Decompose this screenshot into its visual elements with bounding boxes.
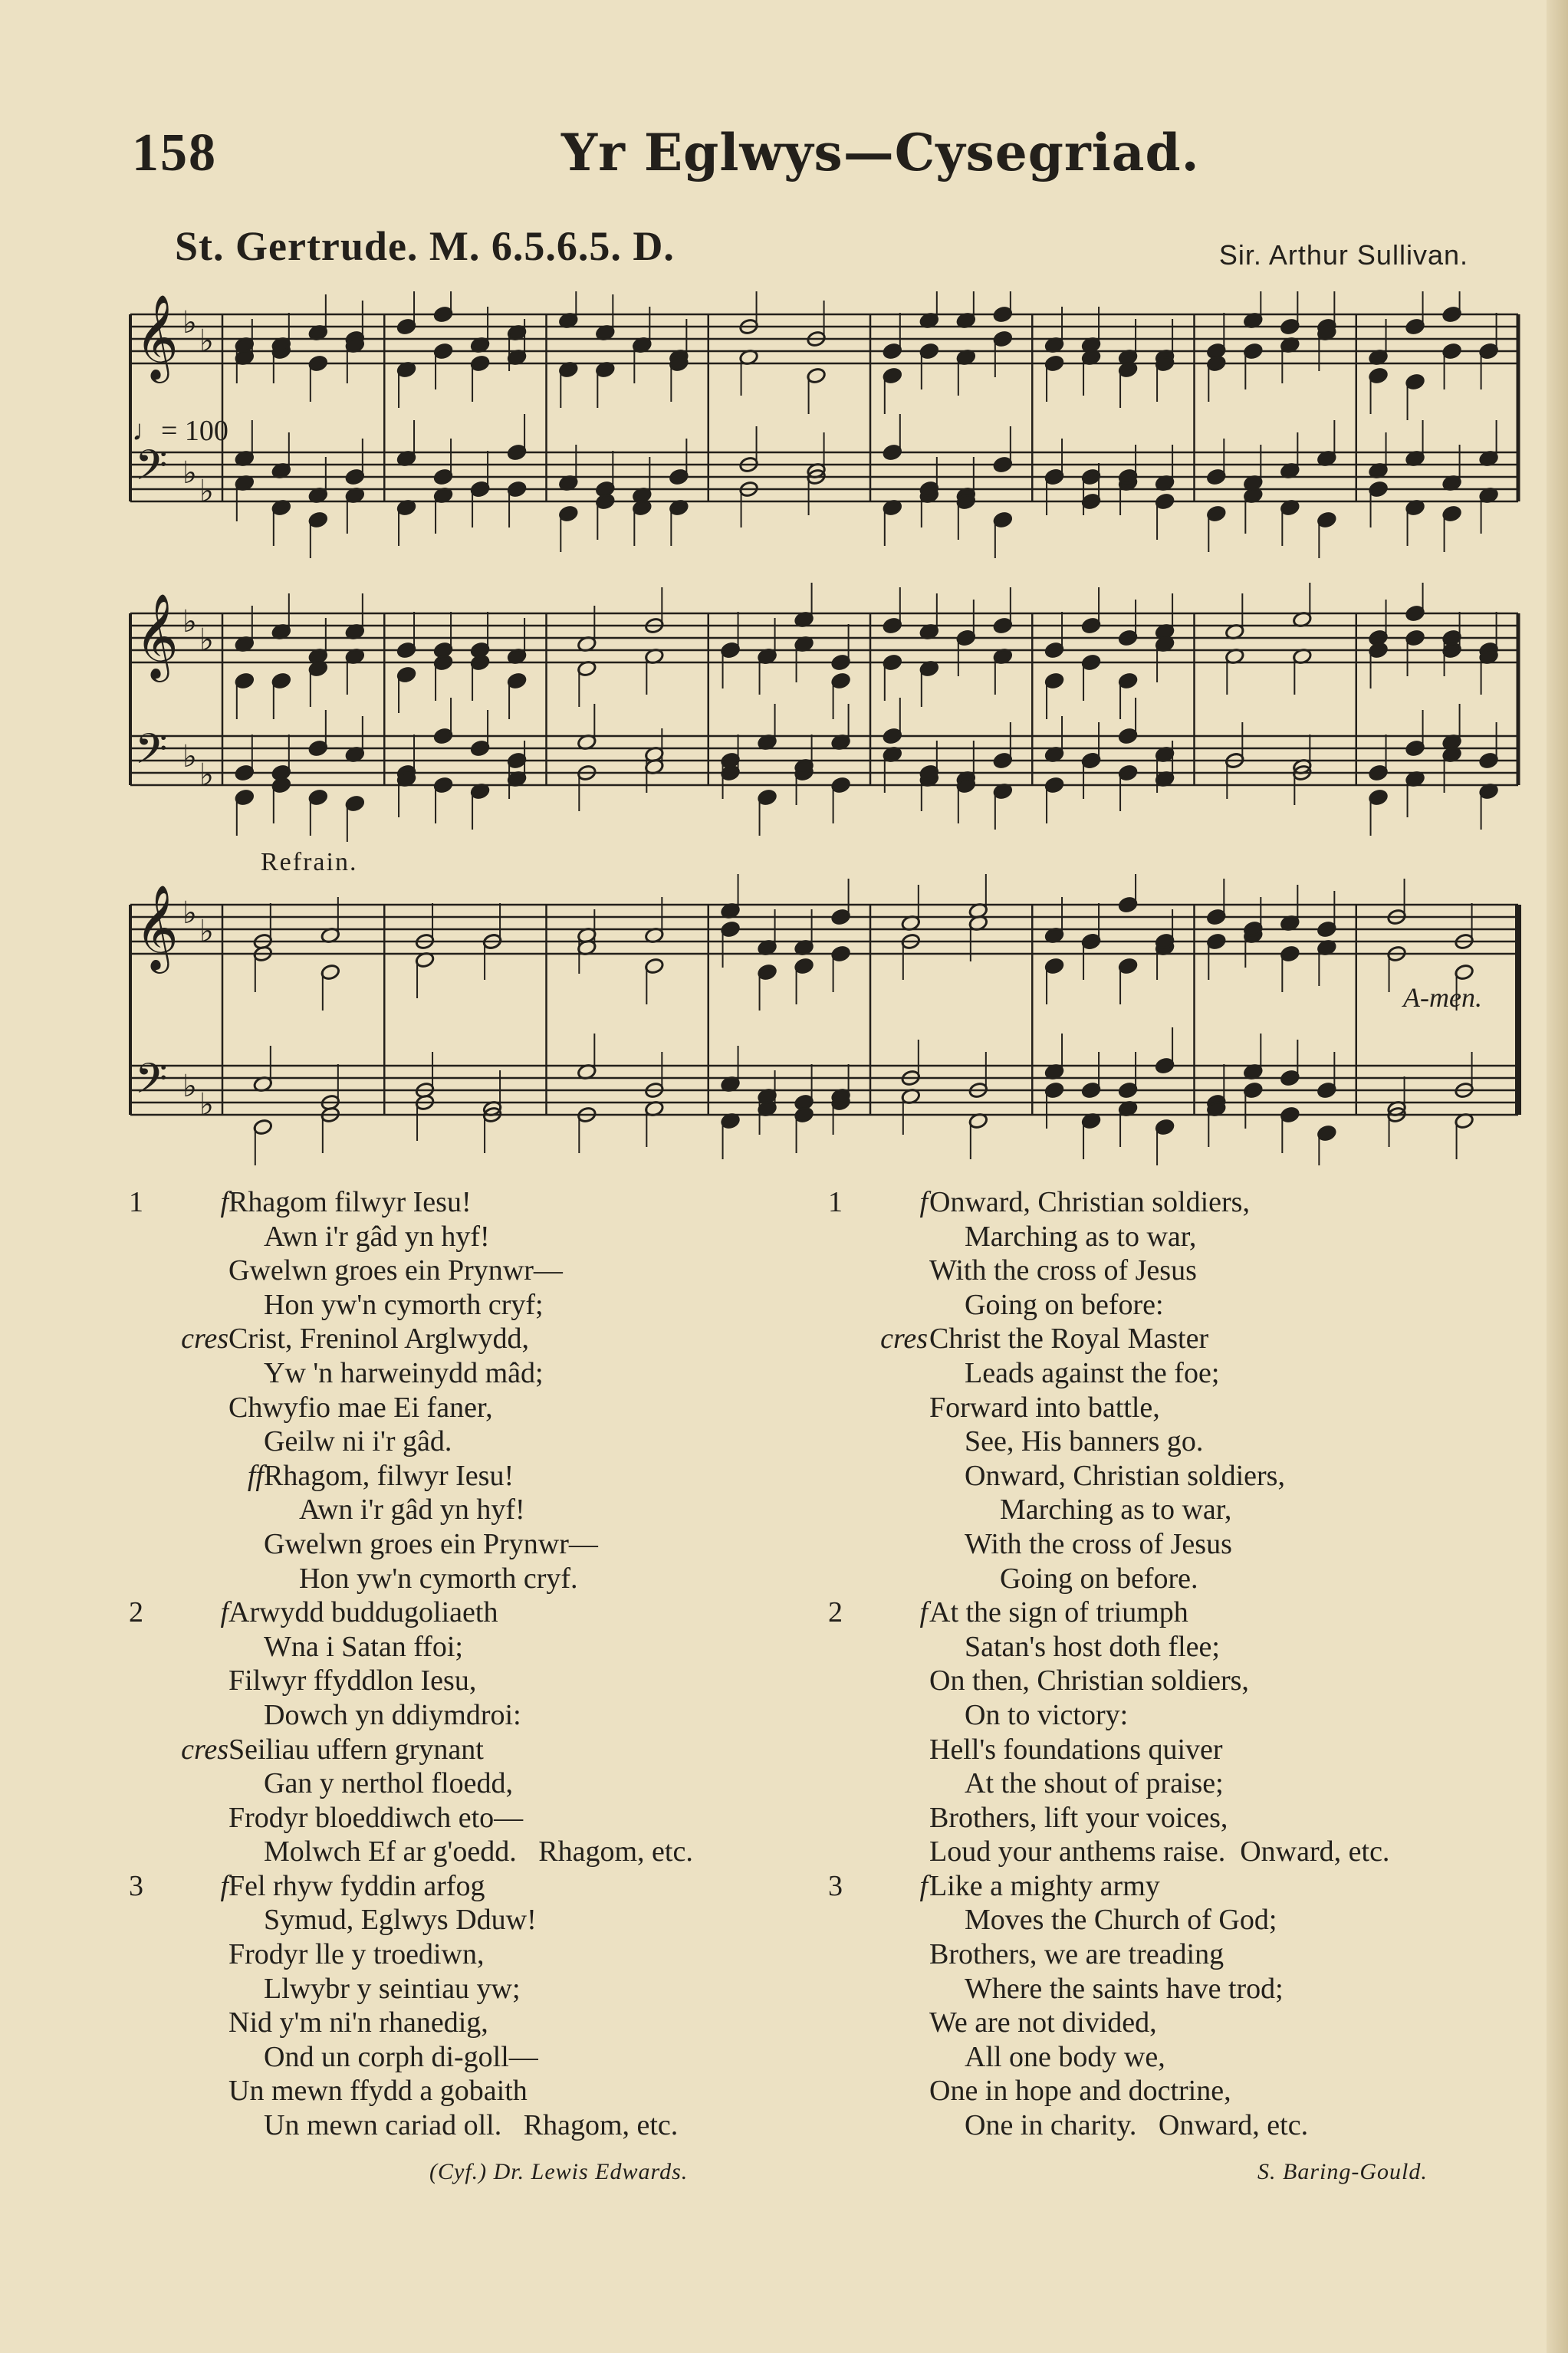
dynamic-marking: cres <box>880 1323 928 1356</box>
verse-text: Going on before. <box>1000 1562 1198 1595</box>
verse-line <box>129 2006 819 2040</box>
verse-line <box>828 1493 1533 1527</box>
verse-number: 1 <box>828 1186 843 1218</box>
verse-text: Arwydd buddugoliaeth <box>228 1596 498 1629</box>
verse-text: Nid y'm ni'n rhanedig, <box>228 2006 488 2039</box>
dynamic-marking: f <box>220 1186 228 1218</box>
flat-icon: ♭ <box>199 474 214 508</box>
verse-line <box>129 1972 819 2006</box>
verse-text: Onward, Christian soldiers, <box>965 1459 1285 1492</box>
verse-text: Brothers, we are treading <box>929 1938 1224 1971</box>
dynamic-marking: f <box>220 1869 228 1902</box>
verse-line <box>129 1425 819 1459</box>
verse-text: Satan's host doth flee; <box>965 1630 1220 1663</box>
verse-text: Onward, Christian soldiers, <box>929 1186 1250 1218</box>
verse-line <box>129 2108 819 2143</box>
verse-line <box>828 2108 1533 2143</box>
dynamic-marking: cres <box>181 1323 228 1356</box>
verse-line <box>129 1322 819 1356</box>
verse-text: Brothers, lift your voices, <box>929 1801 1228 1834</box>
verse-text: Dowch yn ddiymdroi: <box>264 1698 521 1731</box>
verse-text: Molwch Ef ar g'oedd. Rhagom, etc. <box>264 1835 693 1868</box>
music-system-1 <box>115 291 1526 567</box>
verse-line <box>828 1425 1533 1459</box>
verse-line <box>828 1630 1533 1665</box>
verse-text: On then, Christian soldiers, <box>929 1665 1249 1697</box>
running-title: Yr Eglwys—Cysegriad. <box>561 123 1200 182</box>
verse-number: 1 <box>129 1186 143 1218</box>
verse-text: Hon yw'n cymorth cryf; <box>264 1288 544 1321</box>
bass-clef-icon: 𝄢 <box>135 441 168 500</box>
flat-icon: ♭ <box>182 1069 197 1103</box>
verse-line <box>828 2074 1533 2108</box>
verse-line <box>129 1356 819 1391</box>
verse-text: Fel rhyw fyddin arfog <box>228 1869 485 1902</box>
verse-line <box>828 2040 1533 2075</box>
verse-line <box>828 1937 1533 1972</box>
page-number: 158 <box>132 123 217 182</box>
verse-line <box>129 1596 819 1630</box>
verse-line <box>129 1869 819 1904</box>
flat-icon: ♭ <box>199 1087 214 1122</box>
flat-icon: ♭ <box>182 305 197 340</box>
verse-line <box>828 1733 1533 1767</box>
verse-text: Hon yw'n cymorth cryf. <box>299 1562 578 1595</box>
tune-title: St. Gertrude. M. 6.5.6.5. D. <box>175 223 675 269</box>
english-author-credit: S. Baring-Gould. <box>1257 2159 1428 2184</box>
verse-text: Wna i Satan ffoi; <box>264 1630 463 1663</box>
verse-line <box>129 1185 819 1220</box>
verse-text: We are not divided, <box>929 2006 1157 2039</box>
refrain-label: Refrain. <box>261 848 358 876</box>
verse-text: With the cross of Jesus <box>965 1527 1232 1560</box>
verse-line <box>129 1664 819 1698</box>
verse-number: 3 <box>828 1869 843 1902</box>
dynamic-marking: ff <box>247 1459 264 1492</box>
bass-clef-icon: 𝄢 <box>135 725 168 784</box>
verse-text: Gwelwn groes ein Prynwr— <box>264 1527 598 1560</box>
page-header <box>132 123 1527 192</box>
verse-number: 2 <box>129 1596 143 1629</box>
welsh-translator-credit: (Cyf.) Dr. Lewis Edwards. <box>429 2159 689 2184</box>
verse-line <box>129 1630 819 1665</box>
english-verses <box>828 1185 1533 2143</box>
verse-text: Un mewn cariad oll. Rhagom, etc. <box>264 2109 679 2142</box>
dynamic-marking: cres <box>181 1733 228 1766</box>
verse-line <box>828 1972 1533 2006</box>
flat-icon: ♭ <box>199 757 214 792</box>
verse-text: Forward into battle, <box>929 1391 1160 1424</box>
verse-text: Llwybr y seintiau yw; <box>264 1972 521 2005</box>
verse-text: Frodyr bloeddiwch eto— <box>228 1801 524 1834</box>
treble-clef-icon: 𝄞 <box>135 593 179 679</box>
treble-clef-icon: 𝄞 <box>135 884 179 970</box>
verse-line <box>129 1391 819 1425</box>
verse-text: Filwyr ffyddlon Iesu, <box>228 1665 477 1697</box>
verse-line <box>828 1356 1533 1391</box>
verse-line <box>129 1903 819 1937</box>
verse-text: Gwelwn groes ein Prynwr— <box>228 1254 563 1287</box>
verse-line <box>828 1766 1533 1801</box>
verse-text: Chwyfio mae Ei faner, <box>228 1391 493 1424</box>
music-system-2 <box>115 583 1526 843</box>
verse-line <box>828 1869 1533 1904</box>
dynamic-marking: f <box>919 1186 928 1218</box>
verse-line <box>129 1835 819 1869</box>
music-system-3-refrain <box>115 874 1526 1165</box>
verse-line <box>129 1562 819 1596</box>
flat-icon: ♭ <box>199 623 214 657</box>
verse-text: Where the saints have trod; <box>965 1972 1284 2005</box>
verse-line <box>129 1801 819 1835</box>
dynamic-marking: f <box>220 1596 228 1629</box>
verse-text: Rhagom filwyr Iesu! <box>228 1186 472 1218</box>
flat-icon: ♭ <box>182 896 197 930</box>
amen-text: A-men. <box>1403 982 1482 1013</box>
verse-text: Gan y nerthol floedd, <box>264 1767 514 1800</box>
verse-text: Un mewn ffydd a gobaith <box>228 2075 528 2108</box>
verse-line <box>129 1288 819 1323</box>
verse-line <box>828 1664 1533 1698</box>
verse-text: Going on before: <box>965 1288 1164 1321</box>
treble-clef-icon: 𝄞 <box>135 294 179 380</box>
verse-line <box>828 1801 1533 1835</box>
verse-line <box>828 1562 1533 1596</box>
verse-line <box>828 1254 1533 1288</box>
verse-number: 3 <box>129 1869 143 1902</box>
verse-line <box>828 2006 1533 2040</box>
verse-line <box>828 1220 1533 1254</box>
bass-clef-icon: 𝄢 <box>135 1054 168 1113</box>
verse-line <box>129 1698 819 1733</box>
verse-text: Frodyr lle y troediwn, <box>228 1938 485 1971</box>
verse-text: Yw 'n harweinydd mâd; <box>264 1356 544 1389</box>
verse-text: Loud your anthems raise. Onward, etc. <box>929 1835 1390 1868</box>
verse-text: Geilw ni i'r gâd. <box>264 1425 452 1458</box>
verse-text: On to victory: <box>965 1698 1129 1731</box>
verse-text: Moves the Church of God; <box>965 1904 1277 1937</box>
flat-icon: ♭ <box>199 324 214 358</box>
verse-text: Leads against the foe; <box>965 1356 1220 1389</box>
verse-line <box>828 1391 1533 1425</box>
verse-line <box>129 1733 819 1767</box>
dynamic-marking: f <box>919 1596 928 1629</box>
verse-text: With the cross of Jesus <box>929 1254 1197 1287</box>
verse-line <box>828 1288 1533 1323</box>
verse-text: At the sign of triumph <box>929 1596 1188 1629</box>
verse-line <box>828 1596 1533 1630</box>
verse-text: Like a mighty army <box>929 1869 1160 1902</box>
verse-text: One in hope and doctrine, <box>929 2075 1231 2108</box>
verse-line <box>828 1903 1533 1937</box>
verse-number: 2 <box>828 1596 843 1629</box>
verse-text: Crist, Freninol Arglwydd, <box>228 1323 529 1356</box>
flat-icon: ♭ <box>182 455 197 490</box>
verse-text: Hell's foundations quiver <box>929 1733 1223 1766</box>
verse-line <box>828 1459 1533 1494</box>
verse-text: Seiliau uffern grynant <box>228 1733 484 1766</box>
verse-text: Christ the Royal Master <box>929 1323 1209 1356</box>
verse-line <box>828 1835 1533 1869</box>
verse-line <box>828 1527 1533 1562</box>
verse-text: One in charity. Onward, etc. <box>965 2109 1309 2142</box>
verse-line <box>129 1254 819 1288</box>
verse-line <box>828 1322 1533 1356</box>
flat-icon: ♭ <box>199 914 214 948</box>
verse-line <box>129 1937 819 1972</box>
verse-line <box>129 1493 819 1527</box>
flat-icon: ♭ <box>182 604 197 639</box>
welsh-verses <box>129 1185 819 2143</box>
verse-line <box>828 1185 1533 1220</box>
verse-line <box>828 1698 1533 1733</box>
dynamic-marking: f <box>919 1869 928 1902</box>
verse-text: At the shout of praise; <box>965 1767 1224 1800</box>
tempo-marking: ♩= 100 <box>132 415 228 447</box>
composer-credit: Sir. Arthur Sullivan. <box>1218 239 1468 271</box>
verse-line <box>129 1459 819 1494</box>
verse-line <box>129 2040 819 2075</box>
page-edge <box>1547 0 1568 2353</box>
verse-text: Marching as to war, <box>1000 1494 1232 1526</box>
verse-line <box>129 1766 819 1801</box>
verse-text: Marching as to war, <box>965 1220 1197 1253</box>
verse-text: Symud, Eglwys Dduw! <box>264 1904 537 1937</box>
verse-line <box>129 1220 819 1254</box>
verse-line <box>129 2074 819 2108</box>
flat-icon: ♭ <box>182 739 197 774</box>
verse-text: Awn i'r gâd yn hyf! <box>299 1494 525 1526</box>
verse-text: Ond un corph di-goll— <box>264 2040 538 2073</box>
verse-text: All one body we, <box>965 2040 1165 2073</box>
verse-text: Rhagom, filwyr Iesu! <box>264 1459 514 1492</box>
verse-text: See, His banners go. <box>965 1425 1204 1458</box>
verse-line <box>129 1527 819 1562</box>
verse-text: Awn i'r gâd yn hyf! <box>264 1220 490 1253</box>
